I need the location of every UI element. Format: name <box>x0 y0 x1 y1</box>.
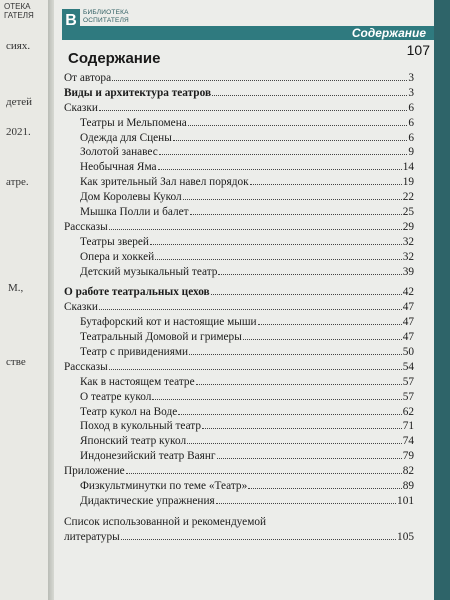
toc-group-entry: Рассказы 54 <box>64 360 414 373</box>
toc-entry: Как в настоящем театре 57 <box>80 375 414 388</box>
toc-entry: От автора 3 <box>64 72 414 84</box>
toc-group-entry: Приложение 82 <box>64 465 414 478</box>
left-page-fragment: 2021. <box>6 126 31 138</box>
toc-entry: О театре кукол 57 <box>80 390 414 403</box>
left-page-fragment: М., <box>8 282 24 294</box>
toc-entry: Как зрительный Зал навел порядок 19 <box>80 176 414 189</box>
toc-entry: Необычная Яма 14 <box>80 161 414 174</box>
logo-line-2: ОСПИТАТЕЛЯ <box>83 17 129 24</box>
toc-entry: Театр кукол на Воде 62 <box>80 405 414 418</box>
toc-heading: Содержание <box>68 50 161 67</box>
toc-entry: Одежда для Сцены 6 <box>80 131 414 144</box>
toc-entry-multiline: Список использованной и рекомендуемой литературы 105 <box>64 515 414 543</box>
logo-text <box>83 9 129 25</box>
running-header-title: Содержание <box>351 26 426 40</box>
left-page-fragment: сиях. <box>6 40 31 52</box>
toc-entry: Театры зверей 32 <box>80 235 414 248</box>
left-page-fragment: ГАТЕЛЯ <box>4 11 34 20</box>
series-logo <box>62 6 144 36</box>
left-facing-page <box>0 0 48 600</box>
toc-entry: Поход в кукольный театр 71 <box>80 420 414 433</box>
toc-entry: Бутафорский кот и настоящие мыши 47 <box>80 316 414 329</box>
toc-entry: Театр с привидениями 50 <box>80 346 414 359</box>
book-page <box>54 0 434 600</box>
left-page-fragment: детей <box>6 96 33 108</box>
toc-section-entry: О работе театральных цехов 42 <box>64 286 414 299</box>
toc-group-entry: Рассказы 29 <box>64 220 414 233</box>
left-page-fragment: атре. <box>6 176 29 188</box>
page-number: 107 <box>406 42 430 58</box>
toc-entry: Индонезийский театр Ваянг 79 <box>80 450 414 463</box>
left-page-fragment: ОТЕКА <box>4 2 31 11</box>
toc-section-entry: Виды и архитектура театров 3 <box>64 86 414 99</box>
toc-entry: Мышка Полли и балет 25 <box>80 206 414 219</box>
toc-group-entry: Сказки 6 <box>64 101 414 114</box>
toc-entry: Театральный Домовой и гримеры 47 <box>80 331 414 344</box>
book-cover-edge <box>434 0 450 600</box>
left-page-fragment: стве <box>6 356 26 368</box>
toc-entry: Золотой занавес 9 <box>80 146 414 159</box>
toc-entry: Театры и Мельпомена 6 <box>80 116 414 129</box>
toc-entry: Физкультминутки по теме «Театр» 89 <box>80 480 414 493</box>
toc-entry: Опера и хоккей 32 <box>80 250 414 263</box>
toc-entry: Дом Королевы Кукол 22 <box>80 191 414 204</box>
table-of-contents <box>64 71 414 545</box>
toc-entry: Детский музыкальный театр 39 <box>80 265 414 278</box>
toc-entry: Дидактические упражнения 101 <box>80 494 414 507</box>
logo-letter: В <box>62 9 80 33</box>
toc-group-entry: Сказки 47 <box>64 301 414 314</box>
logo-line-1: БИБЛИОТЕКА <box>83 9 129 16</box>
toc-entry: Японский театр кукол 74 <box>80 435 414 448</box>
